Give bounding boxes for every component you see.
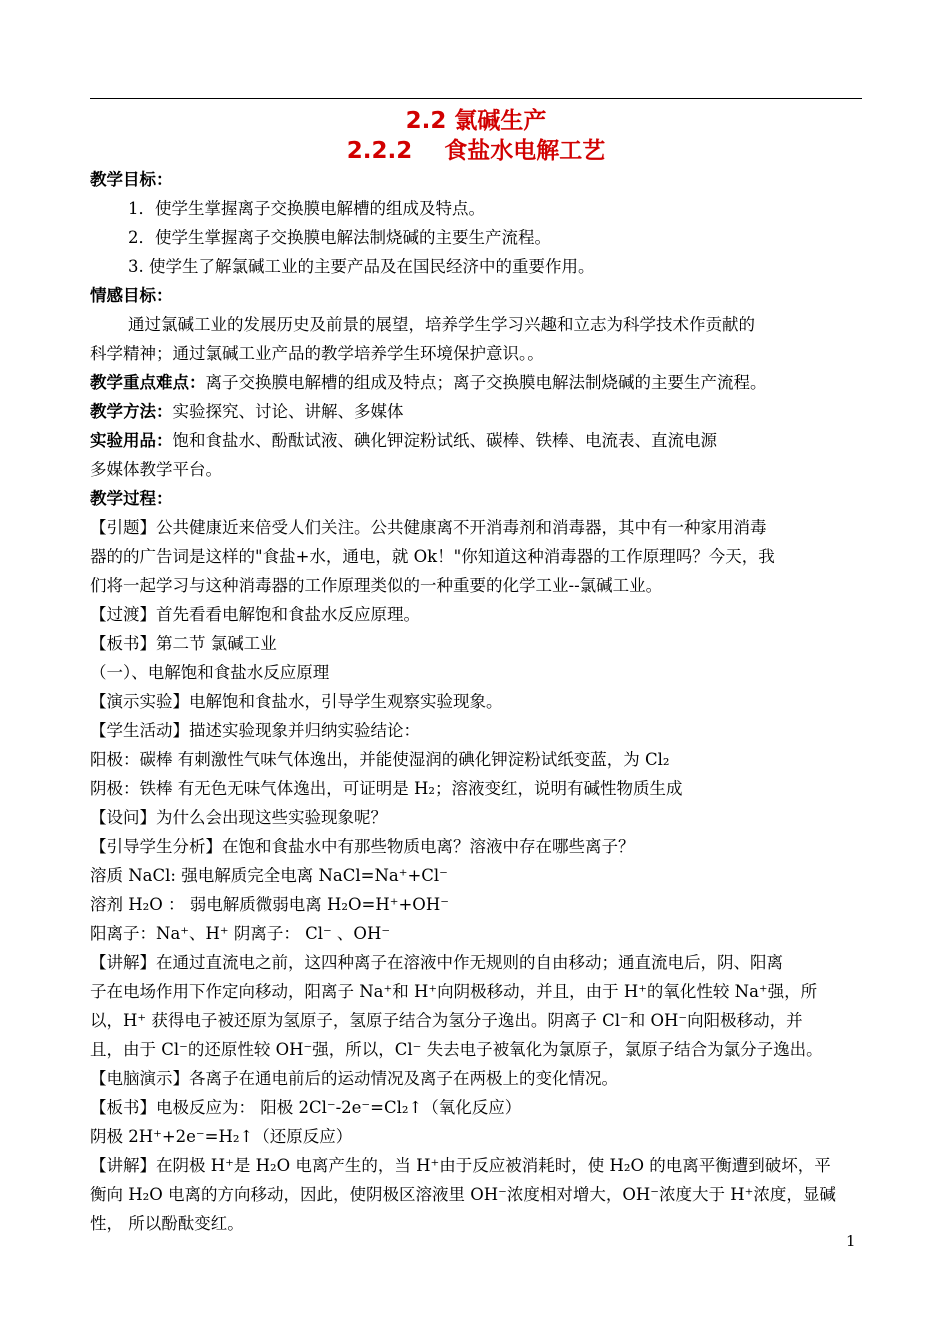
text-line	[90, 513, 864, 542]
line-text: 多媒体教学平台。	[90, 460, 222, 479]
line-text: 【演示实验】电解饱和食盐水，引导学生观察实验现象。	[90, 692, 503, 711]
text-line	[90, 919, 864, 948]
line-text: 器的的广告词是这样的"食盐+水，通电，就 Ok！"你知道这种消毒器的工作原理吗？今天，我	[90, 547, 775, 566]
document-body	[90, 165, 864, 1238]
text-line	[90, 1180, 864, 1209]
text-line	[90, 803, 864, 832]
line-text: 阴极：铁棒 有无色无味气体逸出，可证明是 H₂；溶液变红，说明有碱性物质生成	[90, 779, 683, 798]
line-text: 阳离子：Na⁺、H⁺ 阴离子： Cl⁻ 、OH⁻	[90, 924, 391, 943]
text-line	[90, 165, 864, 194]
text-line	[90, 194, 864, 223]
line-text: 【电脑演示】各离子在通电前后的运动情况及离子在两极上的变化情况。	[90, 1069, 618, 1088]
line-text: 【过渡】首先看看电解饱和食盐水反应原理。	[90, 605, 420, 624]
text-line	[90, 977, 864, 1006]
text-line	[90, 658, 864, 687]
line-text: 且，由于 Cl⁻的还原性较 OH⁻强，所以，Cl⁻ 失去电子被氧化为氯原子，氯原子结合为氯分子逸出。	[90, 1040, 823, 1059]
page-number: 1	[846, 1232, 856, 1250]
document-subtitle: 2.2.2 食盐水电解工艺	[346, 138, 606, 164]
line-text: 【引题】公共健康近来倍受人们关注。公共健康离不开消毒剂和消毒器，其中有一种家用消毒	[90, 518, 767, 537]
text-line	[90, 426, 864, 455]
text-line	[90, 1035, 864, 1064]
line-text: 性， 所以酚酞变红。	[90, 1214, 244, 1233]
line-text: 衡向 H₂O 电离的方向移动，因此，使阴极区溶液里 OH⁻浓度相对增大，OH⁻浓度大于 H⁺浓度，显碱	[90, 1185, 836, 1204]
text-line	[90, 745, 864, 774]
text-line	[90, 948, 864, 977]
text-line	[90, 716, 864, 745]
document-title: 2.2 氯碱生产	[405, 108, 547, 134]
line-text: 溶剂 H₂O ： 弱电解质微弱电离 H₂O=H⁺+OH⁻	[90, 895, 449, 914]
line-text: 阴极 2H⁺+2e⁻=H₂↑（还原反应）	[90, 1127, 353, 1146]
line-text: 子在电场作用下作定向移动，阳离子 Na⁺和 H⁺向阴极移动，并且，由于 H⁺的氧化性较 Na⁺强，所	[90, 982, 818, 1001]
text-line	[90, 455, 864, 484]
section-heading: 教学重点难点：	[90, 373, 206, 392]
text-line	[90, 310, 864, 339]
text-line	[90, 1064, 864, 1093]
section-heading: 实验用品：	[90, 431, 173, 450]
line-text: 【设问】为什么会出现这些实验现象呢？	[90, 808, 387, 827]
text-line	[90, 1151, 864, 1180]
line-text: 【讲解】在通过直流电之前，这四种离子在溶液中作无规则的自由移动；通直流电后，阴、阳离	[90, 953, 783, 972]
section-heading: 情感目标：	[90, 286, 173, 305]
line-text: 饱和食盐水、酚酞试液、碘化钾淀粉试纸、碳棒、铁棒、电流表、直流电源	[172, 431, 717, 450]
text-line	[90, 571, 864, 600]
line-text: 2．使学生掌握离子交换膜电解法制烧碱的主要生产流程。	[128, 228, 551, 247]
text-line	[90, 629, 864, 658]
line-text: 1．使学生掌握离子交换膜电解槽的组成及特点。	[128, 199, 485, 218]
text-line	[90, 1093, 864, 1122]
text-line	[90, 890, 864, 919]
line-text: 实验探究、讨论、讲解、多媒体	[172, 402, 404, 421]
text-line	[90, 861, 864, 890]
text-line	[90, 832, 864, 861]
section-heading: 教学目标：	[90, 170, 173, 189]
text-line	[90, 397, 864, 426]
text-line	[90, 687, 864, 716]
line-text: 以，H⁺ 获得电子被还原为氢原子，氢原子结合为氢分子逸出。阴离子 Cl⁻和 OH⁻向阳极移动，并	[90, 1011, 803, 1030]
text-line	[90, 281, 864, 310]
line-text: 【引导学生分析】在饱和食盐水中有那些物质电离？溶液中存在哪些离子？	[90, 837, 635, 856]
text-line	[90, 339, 864, 368]
line-text: 溶质 NaCl: 强电解质完全电离 NaCl=Na⁺+Cl⁻	[90, 866, 448, 885]
text-line	[90, 542, 864, 571]
line-text: 离子交换膜电解槽的组成及特点；离子交换膜电解法制烧碱的主要生产流程。	[205, 373, 767, 392]
header-rule	[90, 98, 862, 99]
line-text: 科学精神；通过氯碱工业产品的教学培养学生环境保护意识。。	[90, 344, 544, 363]
text-line	[90, 1122, 864, 1151]
line-text: 【板书】电极反应为： 阳极 2Cl⁻-2e⁻=Cl₂↑（氧化反应）	[90, 1098, 522, 1117]
line-text: （一）、电解饱和食盐水反应原理	[90, 663, 330, 682]
text-line	[90, 252, 864, 281]
text-line	[90, 1209, 864, 1238]
line-text: 3. 使学生了解氯碱工业的主要产品及在国民经济中的重要作用。	[128, 257, 595, 276]
text-line	[90, 774, 864, 803]
text-line	[90, 484, 864, 513]
text-line	[90, 223, 864, 252]
line-text: 们将一起学习与这种消毒器的工作原理类似的一种重要的化学工业--氯碱工业。	[90, 576, 663, 595]
line-text: 通过氯碱工业的发展历史及前景的展望，培养学生学习兴趣和立志为科学技术作贡献的	[128, 315, 755, 334]
line-text: 【板书】第二节 氯碱工业	[90, 634, 277, 653]
section-heading: 教学方法：	[90, 402, 173, 421]
line-text: 阳极：碳棒 有刺激性气味气体逸出，并能使湿润的碘化钾淀粉试纸变蓝，为 Cl₂	[90, 750, 670, 769]
text-line	[90, 1006, 864, 1035]
text-line	[90, 368, 864, 397]
line-text: 【学生活动】描述实验现象并归纳实验结论：	[90, 721, 420, 740]
text-line	[90, 600, 864, 629]
section-heading: 教学过程：	[90, 489, 173, 508]
line-text: 【讲解】在阴极 H⁺是 H₂O 电离产生的，当 H⁺由于反应被消耗时，使 H₂O 的电离平衡遭到破坏，平	[90, 1156, 831, 1175]
